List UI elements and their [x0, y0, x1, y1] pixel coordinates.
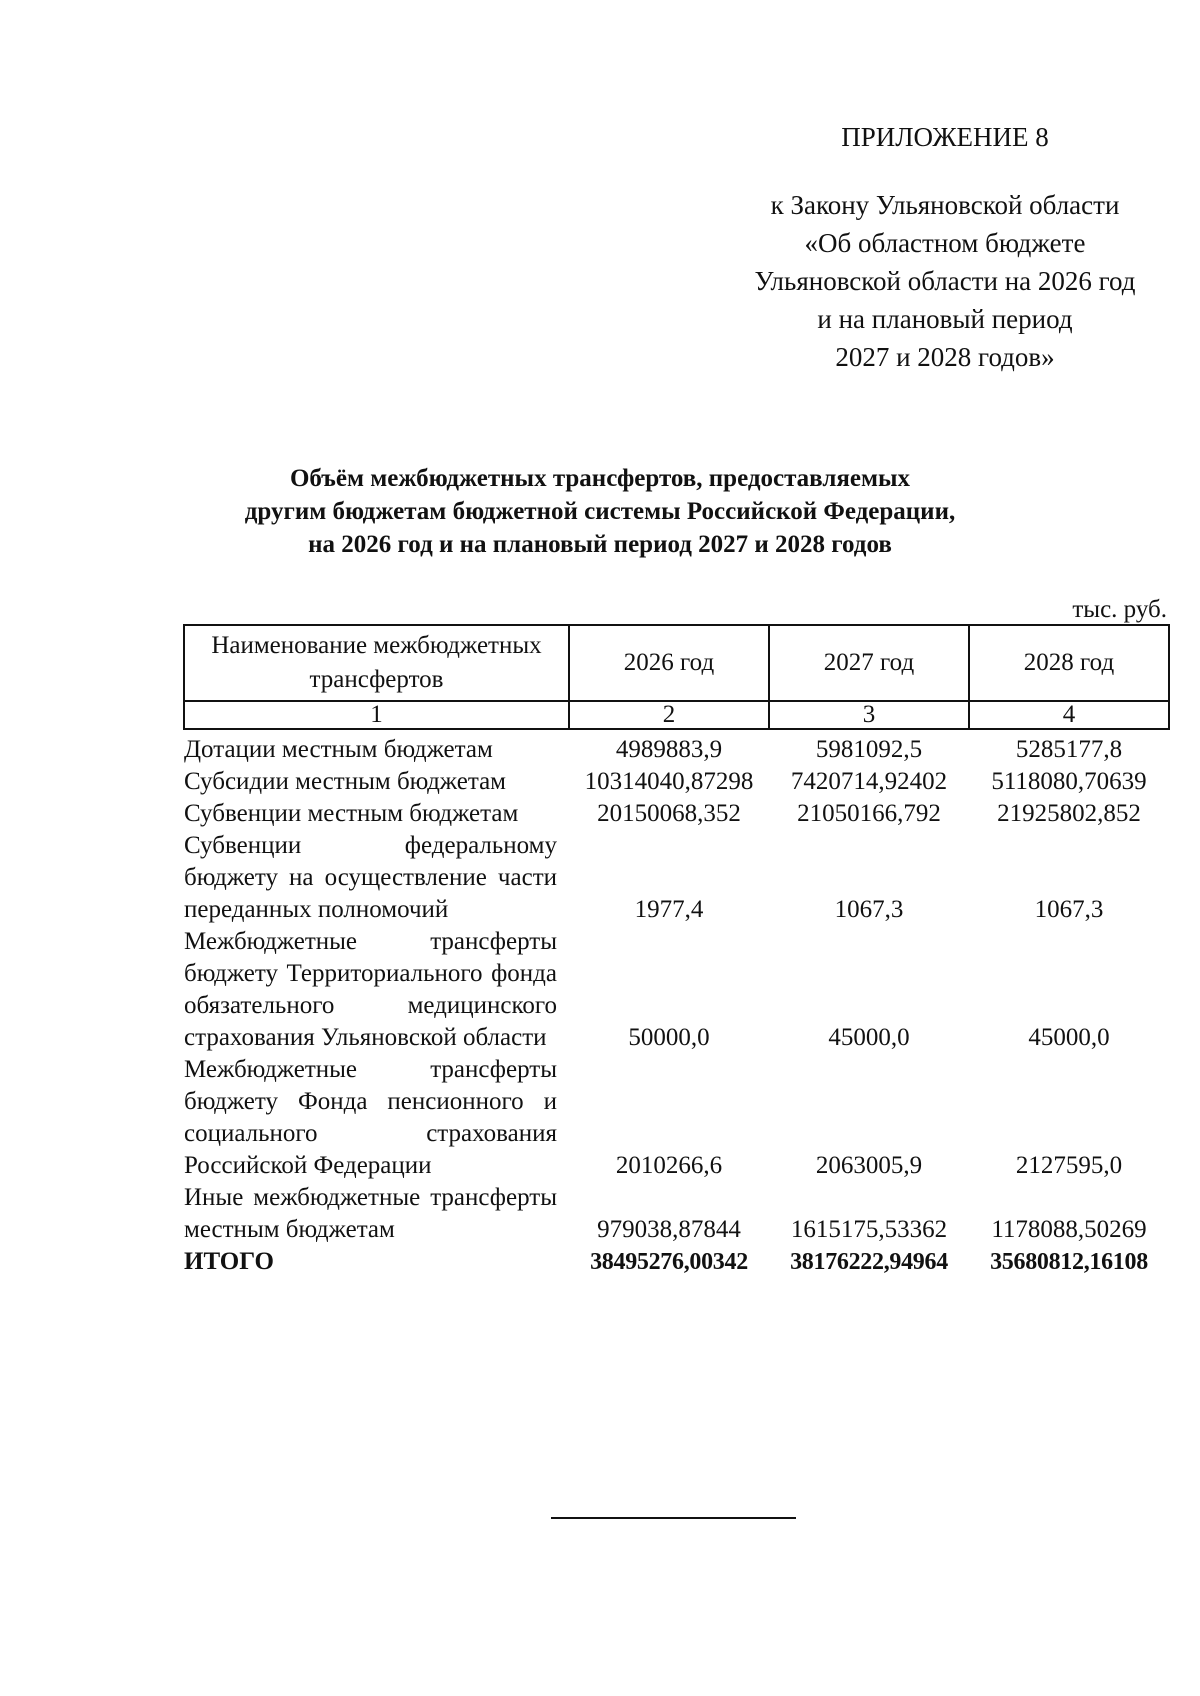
table-row: [184, 926, 1169, 1054]
heading-line: Объём межбюджетных трансфертов, предоставляемых: [289, 465, 911, 492]
row-name: Субвенции федеральному бюджету на осуществление части переданных полномочий: [184, 832, 557, 923]
value-2028: 45000,0: [1028, 1024, 1110, 1051]
value-2028: 1178088,50269: [991, 1216, 1147, 1243]
row-name: Субвенции местным бюджетам: [184, 800, 519, 827]
table-row: [184, 766, 1169, 798]
column-number: 1: [184, 701, 569, 729]
table-row: [184, 729, 1169, 766]
value-2026: 979038,87844: [597, 1216, 741, 1243]
column-number: 2: [569, 701, 769, 729]
table-row: [184, 1182, 1169, 1246]
annex-reference-line: «Об областном бюджете: [804, 228, 1086, 258]
header-2026: 2026 год: [569, 625, 769, 701]
units-label: тыс. руб.: [1072, 596, 1167, 623]
value-2026: 2010266,6: [615, 1152, 723, 1179]
annex-reference-line: к Закону Ульяновской области: [770, 190, 1120, 220]
value-2028: 5285177,8: [1015, 736, 1123, 763]
value-2027: 45000,0: [828, 1024, 910, 1051]
transfers-table: [183, 624, 1170, 1278]
value-2027: 2063005,9: [815, 1152, 923, 1179]
value-2027: 21050166,792: [797, 800, 941, 827]
value-2027: 1615175,53362: [790, 1216, 948, 1243]
value-2028: 2127595,0: [1015, 1152, 1123, 1179]
total-2027: 38176222,94964: [790, 1249, 948, 1275]
row-name: Дотации местным бюджетам: [184, 736, 493, 763]
value-2028: 21925802,852: [997, 800, 1141, 827]
annex-reference: [720, 186, 1170, 376]
column-number: 4: [969, 701, 1169, 729]
value-2028: 5118080,70639: [991, 768, 1147, 795]
table-header-row: [184, 625, 1169, 701]
row-name: Межбюджетные трансферты бюджету Территориального фонда обязательного медицинского страхования Ульяновской области: [184, 928, 557, 1051]
heading-line: другим бюджетам бюджетной системы Российской Федерации,: [244, 498, 956, 525]
annex-reference-line: 2027 и 2028 годов»: [835, 342, 1055, 372]
header-2027: 2027 год: [769, 625, 969, 701]
column-number: 3: [769, 701, 969, 729]
annex-reference-line: Ульяновской области на 2026 год: [754, 266, 1136, 296]
table-row: [184, 830, 1169, 926]
table-row: [184, 798, 1169, 830]
table-row: [184, 1054, 1169, 1182]
value-2027: 1067,3: [834, 896, 904, 923]
annex-title: ПРИЛОЖЕНИЕ 8: [841, 122, 1049, 152]
value-2026: 4989883,9: [615, 736, 723, 763]
value-2026: 10314040,87298: [584, 768, 754, 795]
row-name: Субсидии местным бюджетам: [184, 768, 506, 795]
value-2027: 5981092,5: [815, 736, 923, 763]
total-row: [184, 1246, 1169, 1278]
header-name: Наименование межбюджетных трансфертов: [184, 625, 569, 701]
row-name: Межбюджетные трансферты бюджету Фонда пенсионного и социального страхования Российской Федерации: [184, 1056, 557, 1179]
value-2026: 1977,4: [634, 896, 704, 923]
value-2028: 1067,3: [1034, 896, 1104, 923]
total-label: ИТОГО: [184, 1248, 274, 1275]
closing-rule: [551, 1517, 796, 1519]
total-2028: 35680812,16108: [990, 1249, 1148, 1275]
column-number-row: [184, 701, 1169, 729]
value-2026: 50000,0: [628, 1024, 710, 1051]
value-2026: 20150068,352: [597, 800, 741, 827]
value-2027: 7420714,92402: [790, 768, 948, 795]
header-2028: 2028 год: [969, 625, 1169, 701]
heading-line: на 2026 год и на плановый период 2027 и 2028 годов: [308, 531, 892, 558]
total-2026: 38495276,00342: [590, 1249, 748, 1275]
annex-reference-line: и на плановый период: [817, 304, 1073, 334]
row-name: Иные межбюджетные трансферты местным бюджетам: [184, 1184, 557, 1243]
document-heading: [180, 462, 1020, 561]
